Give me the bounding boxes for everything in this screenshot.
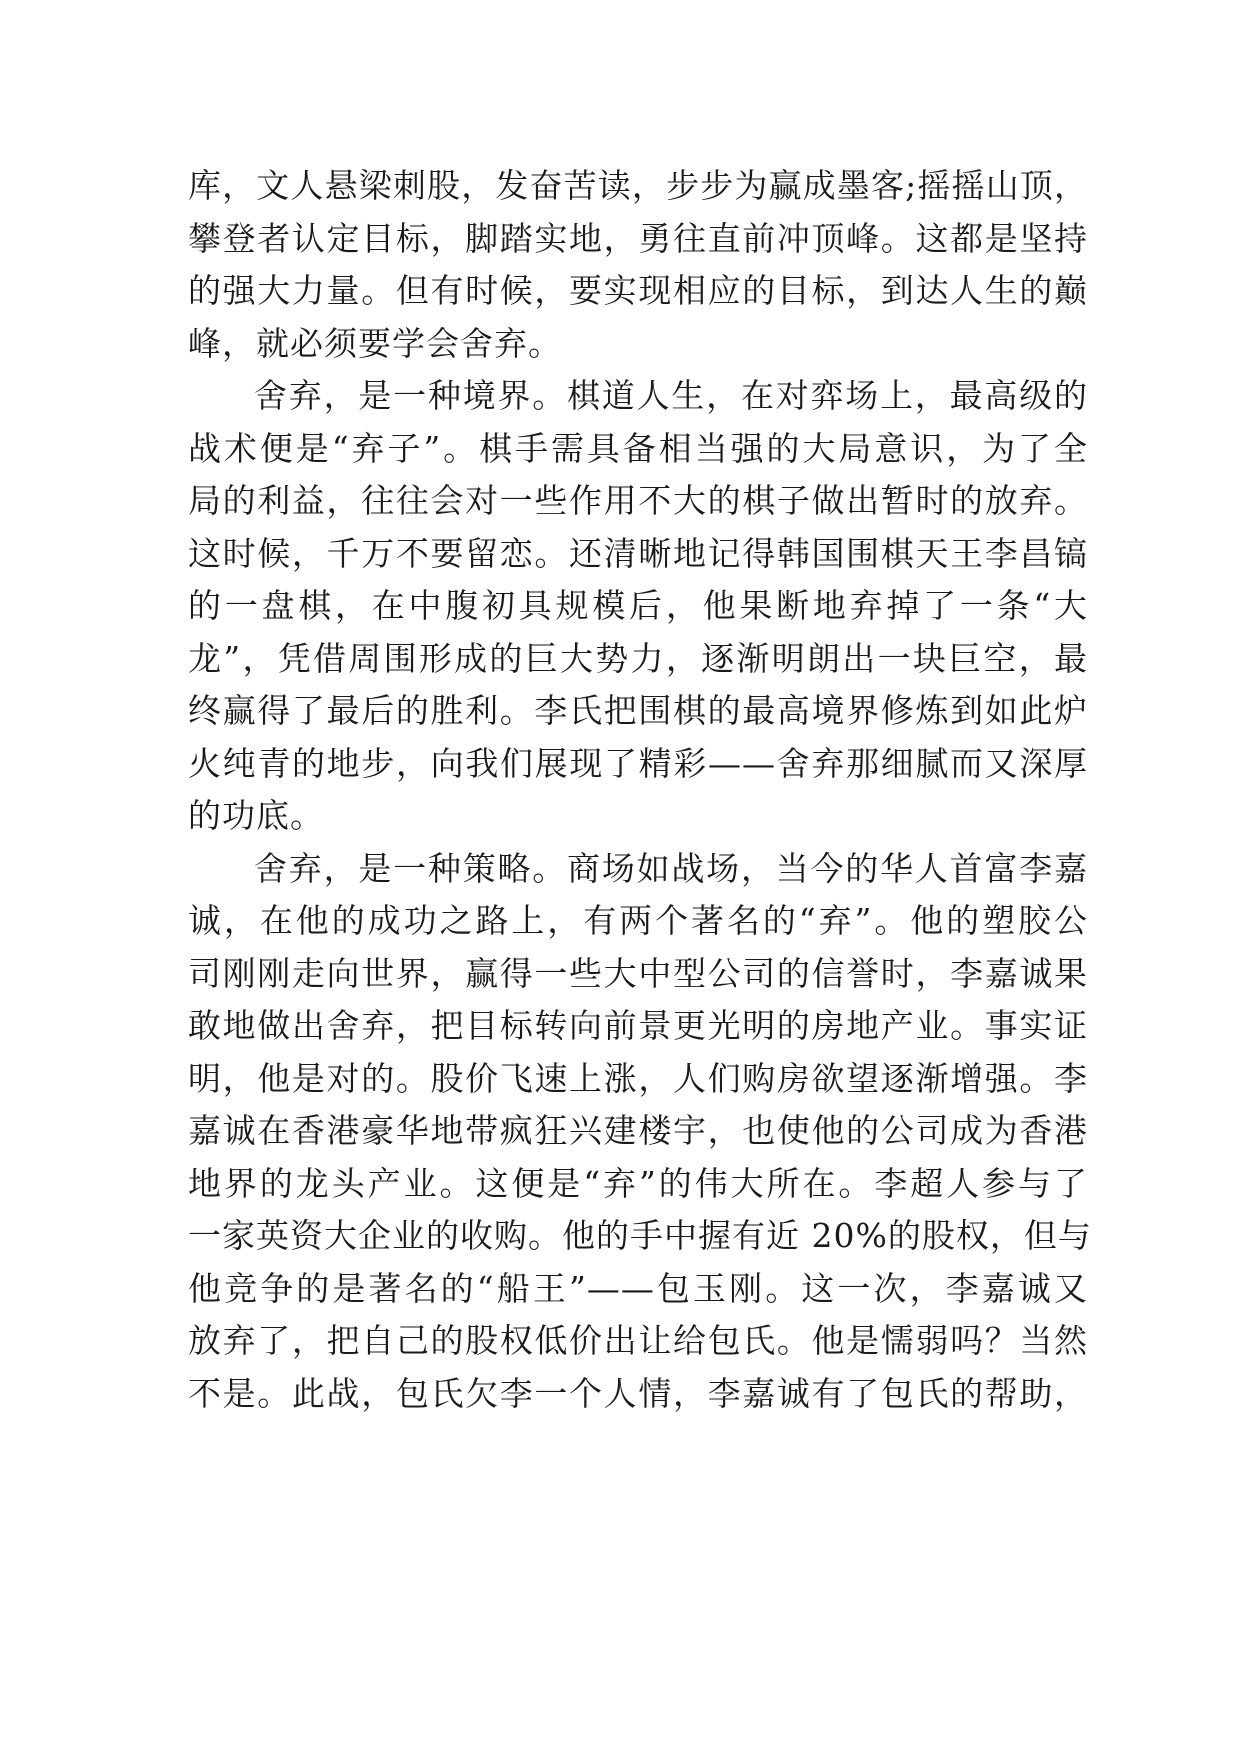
text-line-13: 的功底。 <box>188 796 324 835</box>
text-line-1: 库，文人悬梁刺股，发奋苦读，步步为赢成墨客;摇摇山顶， <box>188 166 1088 205</box>
text-line-24: 不是。此战，包氏欠李一个人情，李嘉诚有了包氏的帮助， <box>188 1373 1088 1413</box>
text-line-18: 明，他是对的。股价飞速上涨，人们购房欲望逐渐增强。李 <box>188 1058 1088 1098</box>
text-line-10: 龙”，凭借周围形成的巨大势力，逐渐明朗出一块巨空，最 <box>188 638 1088 678</box>
text-line-5: 舍弃，是一种境界。棋道人生，在对弈场上，最高级的 <box>254 376 1088 415</box>
text-line-6: 战术便是“弃子”。棋手需具备相当强的大局意识，为了全 <box>188 428 1088 468</box>
text-line-4: 峰，就必须要学会舍弃。 <box>188 323 562 363</box>
text-line-9: 的一盘棋，在中腹初具规模后，他果断地弃掉了一条“大 <box>188 586 1088 625</box>
text-line-8: 这时候，千万不要留恋。还清晰地记得韩国围棋天王李昌镐 <box>188 533 1088 573</box>
text-line-21: 一家英资大企业的收购。他的手中握有近 20%的股权，但与 <box>188 1216 1092 1255</box>
text-line-15: 诚，在他的成功之路上，有两个著名的“弃”。他的塑胶公 <box>188 901 1088 940</box>
body-text <box>188 160 1092 1420</box>
text-line-16: 司刚刚走向世界，赢得一些大中型公司的信誉时，李嘉诚果 <box>188 953 1088 993</box>
text-line-14: 舍弃，是一种策略。商场如战场，当今的华人首富李嘉 <box>254 848 1088 888</box>
text-line-17: 敢地做出舍弃，把目标转向前景更光明的房地产业。事实证 <box>188 1006 1088 1045</box>
text-line-12: 火纯青的地步，向我们展现了精彩——舍弃那细腻而又深厚 <box>188 743 1088 783</box>
text-line-2: 攀登者认定目标，脚踏实地，勇往直前冲顶峰。这都是坚持 <box>188 218 1088 258</box>
text-line-19: 嘉诚在香港豪华地带疯狂兴建楼宇，也使他的公司成为香港 <box>188 1111 1088 1150</box>
text-line-7: 局的利益，往往会对一些作用不大的棋子做出暂时的放弃。 <box>188 481 1088 520</box>
text-line-11: 终赢得了最后的胜利。李氏把围棋的最高境界修炼到如此炉 <box>188 691 1088 730</box>
text-line-23: 放弃了，把自己的股权低价出让给包氏。他是懦弱吗？当然 <box>188 1321 1088 1360</box>
text-line-3: 的强大力量。但有时候，要实现相应的目标，到达人生的巅 <box>188 271 1088 310</box>
text-line-22: 他竞争的是著名的“船王”——包玉刚。这一次，李嘉诚又 <box>188 1268 1088 1308</box>
text-line-20: 地界的龙头产业。这便是“弃”的伟大所在。李超人参与了 <box>188 1163 1088 1203</box>
